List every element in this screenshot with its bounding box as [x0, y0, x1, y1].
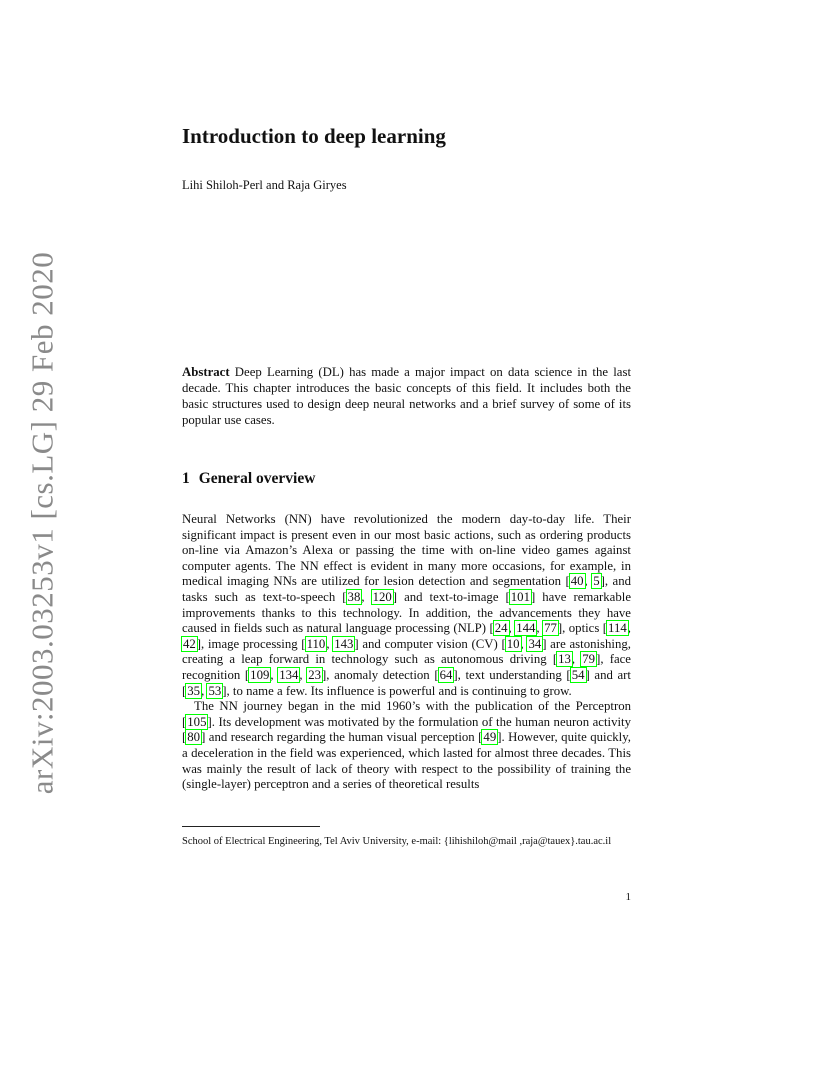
paragraph-text: ], to name a few. Its influence is powerful and is continuing to grow.	[222, 683, 572, 698]
paragraph-text: Neural Networks (NN) have revolutionized the modern day-to-day life. Their significant impact is present even in our most basic actions, such as ordering products on-line via Amazon’s Alexa or passing the time with on-line video games against computer agents. The NN effect is evident in many more occasions, for example, in medical imaging NNs are utilized for lesion detection and segmentation [	[182, 512, 631, 589]
paper-title: Introduction to deep learning	[182, 124, 446, 148]
body-paragraph	[182, 512, 631, 699]
citation-link[interactable]: 144	[516, 621, 536, 636]
citation-link[interactable]: 5	[593, 574, 600, 589]
citation-link[interactable]: 80	[187, 730, 201, 745]
arxiv-identifier-stamp	[18, 251, 66, 795]
paragraph-text: ,	[571, 652, 582, 667]
citation-link[interactable]: 114	[608, 621, 627, 636]
paragraph-text: ] and text-to-image [	[392, 589, 510, 604]
citation-link[interactable]: 120	[372, 589, 392, 604]
citation-link[interactable]: 24	[494, 621, 508, 636]
arxiv-identifier-text: arXiv:2003.03253v1 [cs.LG] 29 Feb 2020	[24, 251, 59, 795]
citation-link[interactable]: 49	[483, 730, 497, 745]
paragraph-text: ], image processing [	[196, 636, 306, 651]
abstract	[182, 364, 631, 428]
citation-link[interactable]: 64	[439, 667, 453, 682]
page-number: 1	[625, 891, 631, 903]
citation-link[interactable]: 53	[208, 683, 222, 698]
footnote: School of Electrical Engineering, Tel Aviv University, e-mail: {lihishiloh@mail ,raja@tauex}.tau.ac.il	[182, 836, 612, 847]
abstract-text: Deep Learning (DL) has made a major impact on data science in the last decade. This chapter introduces the basic concepts of this field. It includes both the basic structures used to design deep neural networks and a brief survey of some of its popular use cases.	[182, 365, 631, 427]
section-heading	[182, 470, 315, 488]
paragraph-text: ], anomaly detection [	[322, 667, 439, 682]
citation-link[interactable]: 38	[347, 589, 361, 604]
paragraph-text: ], and tasks such as text-to-speech [	[182, 574, 631, 604]
paragraph-text: ,	[508, 621, 516, 636]
paragraph-text: ,	[299, 667, 308, 682]
paragraph-text: ,	[270, 667, 279, 682]
citation-link[interactable]: 77	[544, 621, 557, 636]
paragraph-text: ] are astonishing, creating a leap forward in technology such as autonomous driving [	[182, 636, 631, 667]
paragraph-text: ]. However, quite quickly, a deceleration in the field was experienced, which lasted for almost three decades. This was mainly the result of lack of theory with respect to the possibility of training the (single-layer) perceptron and a series of theoretical results	[182, 730, 631, 792]
citation-link[interactable]: 101	[510, 589, 530, 604]
citation-link[interactable]: 105	[187, 714, 207, 729]
footnote-divider	[182, 826, 320, 827]
citation-link[interactable]: 10	[506, 636, 520, 651]
paragraph-text: ,	[361, 589, 372, 604]
citation-link[interactable]: 54	[571, 667, 585, 682]
paragraph-text: ,	[584, 574, 593, 589]
paragraph-text: ] and art [	[182, 667, 631, 698]
paragraph-text: The NN journey began in the mid 1960’s with the publication of the Perceptron [	[182, 699, 631, 729]
citation-link[interactable]: 110	[306, 636, 326, 651]
paragraph-text: ,	[326, 636, 334, 651]
paragraph-text: ,	[627, 621, 631, 636]
paragraph-text: ] have remarkable improvements thanks to this technology. In addition, the advancements they have caused in fields such as natural language processing (NLP) [	[182, 589, 631, 636]
paragraph-text: ], face recognition [	[182, 652, 631, 682]
citation-link[interactable]: 34	[528, 636, 542, 651]
citation-link[interactable]: 42	[183, 636, 196, 651]
citation-link[interactable]: 23	[308, 667, 322, 682]
author-list: Lihi Shiloh-Perl and Raja Giryes	[182, 178, 347, 192]
section-body	[182, 512, 631, 793]
section-number: 1	[182, 470, 190, 487]
citation-link[interactable]: 40	[570, 574, 584, 589]
paragraph-text: ,	[520, 636, 528, 651]
citation-link[interactable]: 13	[558, 652, 571, 667]
body-paragraph	[182, 699, 631, 793]
paragraph-text: ], optics [	[557, 621, 608, 636]
section-title: General overview	[198, 470, 316, 487]
paragraph-text: ] and computer vision (CV) [	[354, 636, 506, 651]
citation-link[interactable]: 134	[279, 667, 299, 682]
abstract-label: Abstract	[182, 365, 230, 379]
paragraph-text: ], text understanding [	[453, 667, 571, 682]
citation-link[interactable]: 79	[582, 652, 596, 667]
paragraph-text: ] and research regarding the human visual perception [	[201, 730, 483, 745]
citation-link[interactable]: 143	[334, 636, 354, 651]
citation-link[interactable]: 109	[250, 667, 270, 682]
paragraph-text: ,	[536, 621, 544, 636]
paragraph-text: ,	[201, 683, 208, 698]
citation-link[interactable]: 35	[187, 683, 201, 698]
paragraph-text: ]. Its development was motivated by the formulation of the human neuron activity [	[182, 714, 631, 745]
